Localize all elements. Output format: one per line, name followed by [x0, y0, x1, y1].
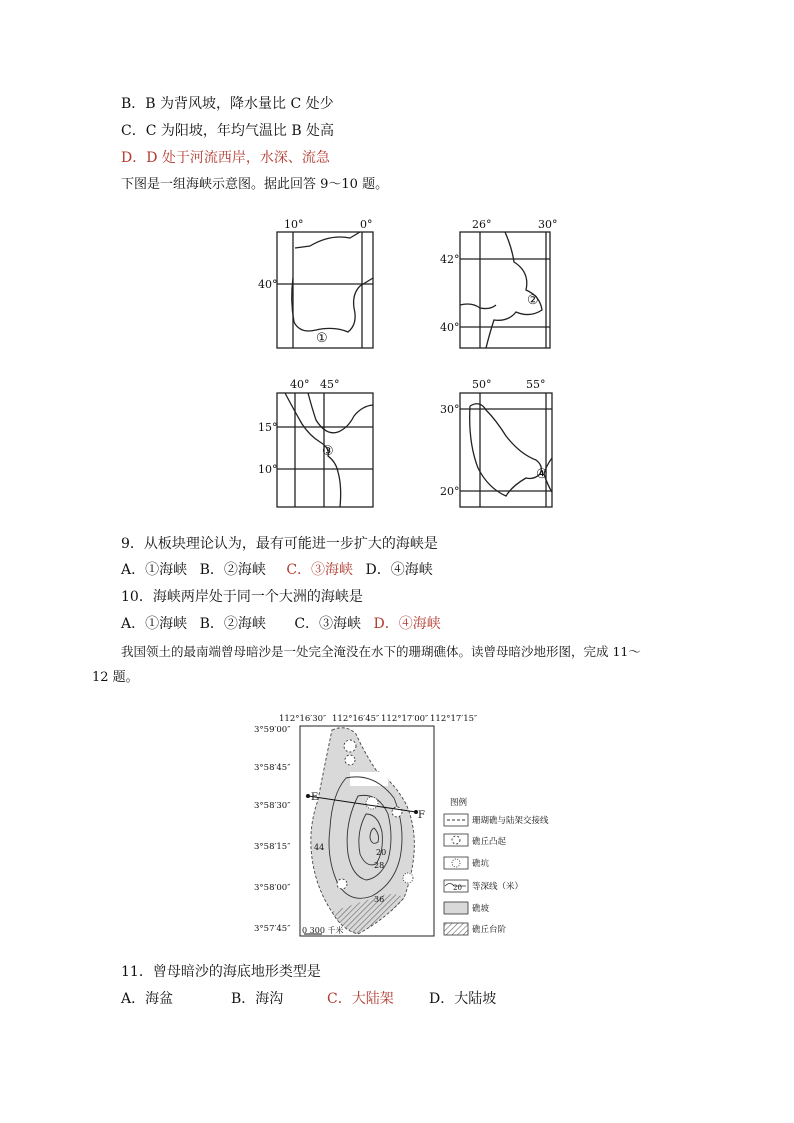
legend-item-5: 礁坡 — [472, 904, 490, 914]
q10-option-a: A．①海峡 — [121, 616, 188, 632]
lat-label-4: 3°58′15″ — [254, 842, 291, 852]
intro-9-10: 下图是一组海峡示意图。据此回答 9～10 题。 — [121, 177, 389, 192]
q8-option-d: D．D 处于河流西岸，水深、流急 — [121, 150, 330, 166]
q10-option-b: B．②海峡 — [199, 616, 266, 632]
q8-option-c: C．C 为阳坡，年均气温比 B 处高 — [121, 123, 335, 139]
q11-option-d: D．大陆坡 — [429, 991, 497, 1007]
q11-option-a: A．海盆 — [121, 991, 174, 1007]
map3-lon-left: 40° — [290, 378, 310, 391]
legend-item-1: 珊瑚礁与陆架交接线 — [472, 816, 549, 826]
legend-sample-depth: 20 — [453, 884, 462, 892]
map1-lat: 40° — [258, 278, 278, 291]
shoal-map-figure — [254, 708, 584, 944]
q11-stem: 11．曾母暗沙的海底地形类型是 — [121, 964, 321, 980]
depth-label-44: 44 — [314, 843, 325, 852]
depth-label-28: 28 — [374, 861, 385, 870]
q10-stem: 10．海峡两岸处于同一个大洲的海峡是 — [121, 589, 363, 605]
lon-label-1: 112°16′30″ — [279, 714, 327, 724]
map4-lon-right: 55° — [526, 378, 546, 391]
scale-label: 0 300 千米 — [302, 926, 344, 935]
depth-label-36: 36 — [374, 895, 385, 904]
strait-maps-figure — [250, 210, 570, 515]
legend-item-2: 礁丘凸起 — [472, 837, 507, 847]
lat-label-5: 3°58′00″ — [254, 883, 291, 893]
q11-options — [121, 989, 496, 1009]
map3-lat-bottom: 10° — [258, 463, 278, 476]
q10-option-c: C．③海峡 — [294, 616, 362, 632]
intro-11-12-line1: 我国领土的最南端曾母暗沙是一处完全淹没在水下的珊瑚礁体。读曾母暗沙地形图，完成 11～ — [121, 644, 641, 659]
map2-lon-right: 30° — [538, 218, 558, 231]
q9-stem: 9．从板块理论认为，最有可能进一步扩大的海峡是 — [121, 536, 438, 552]
lat-label-3: 3°58′30″ — [254, 801, 291, 811]
q9-option-d: D．④海峡 — [365, 562, 433, 578]
q11-option-c: C．大陆架 — [327, 991, 394, 1007]
q10-options — [121, 614, 441, 634]
map2-lat-bottom: 40° — [440, 321, 460, 334]
point-e: E — [311, 792, 319, 803]
q9-option-a: A．①海峡 — [121, 562, 188, 578]
q10-option-d: D．④海峡 — [373, 616, 441, 632]
legend-item-3: 礁坑 — [472, 859, 490, 869]
map2-lat-top: 42° — [440, 253, 460, 266]
lon-label-4: 112°17′15″ — [430, 714, 478, 724]
map4-lon-left: 50° — [472, 378, 492, 391]
q9-option-b: B．②海峡 — [199, 562, 266, 578]
q11-option-b: B．海沟 — [231, 991, 284, 1007]
map1-lon-left: 10° — [284, 218, 304, 231]
lat-label-6: 3°57′45″ — [254, 924, 291, 934]
map2-marker: ② — [527, 293, 539, 308]
lat-label-1: 3°59′00″ — [254, 725, 291, 735]
depth-label-20: 20 — [376, 848, 387, 857]
q8-option-b: B．B 为背风坡，降水量比 C 处少 — [121, 96, 334, 112]
map4-lat-top: 30° — [440, 403, 460, 416]
map4-lat-bottom: 20° — [440, 485, 460, 498]
map3-marker: ③ — [322, 444, 334, 459]
map4-marker: ④ — [536, 467, 548, 482]
q9-option-c: C．③海峡 — [286, 562, 354, 578]
lon-label-2: 112°16′45″ — [332, 714, 380, 724]
legend-title: 图例 — [450, 798, 468, 808]
lat-label-2: 3°58′45″ — [254, 763, 291, 773]
map3-lat-top: 15° — [258, 421, 278, 434]
legend-item-6: 礁丘台阶 — [472, 925, 507, 935]
lon-label-3: 112°17′00″ — [381, 714, 429, 724]
point-f: F — [418, 810, 425, 821]
q9-options — [121, 560, 433, 580]
legend-item-4: 等深线（米） — [472, 882, 524, 892]
map2-lon-left: 26° — [472, 218, 492, 231]
map1-marker: ① — [316, 331, 328, 346]
map3-lon-right: 45° — [320, 378, 340, 391]
intro-11-12-line2: 12 题。 — [92, 670, 139, 685]
map1-lon-right: 0° — [360, 218, 373, 231]
